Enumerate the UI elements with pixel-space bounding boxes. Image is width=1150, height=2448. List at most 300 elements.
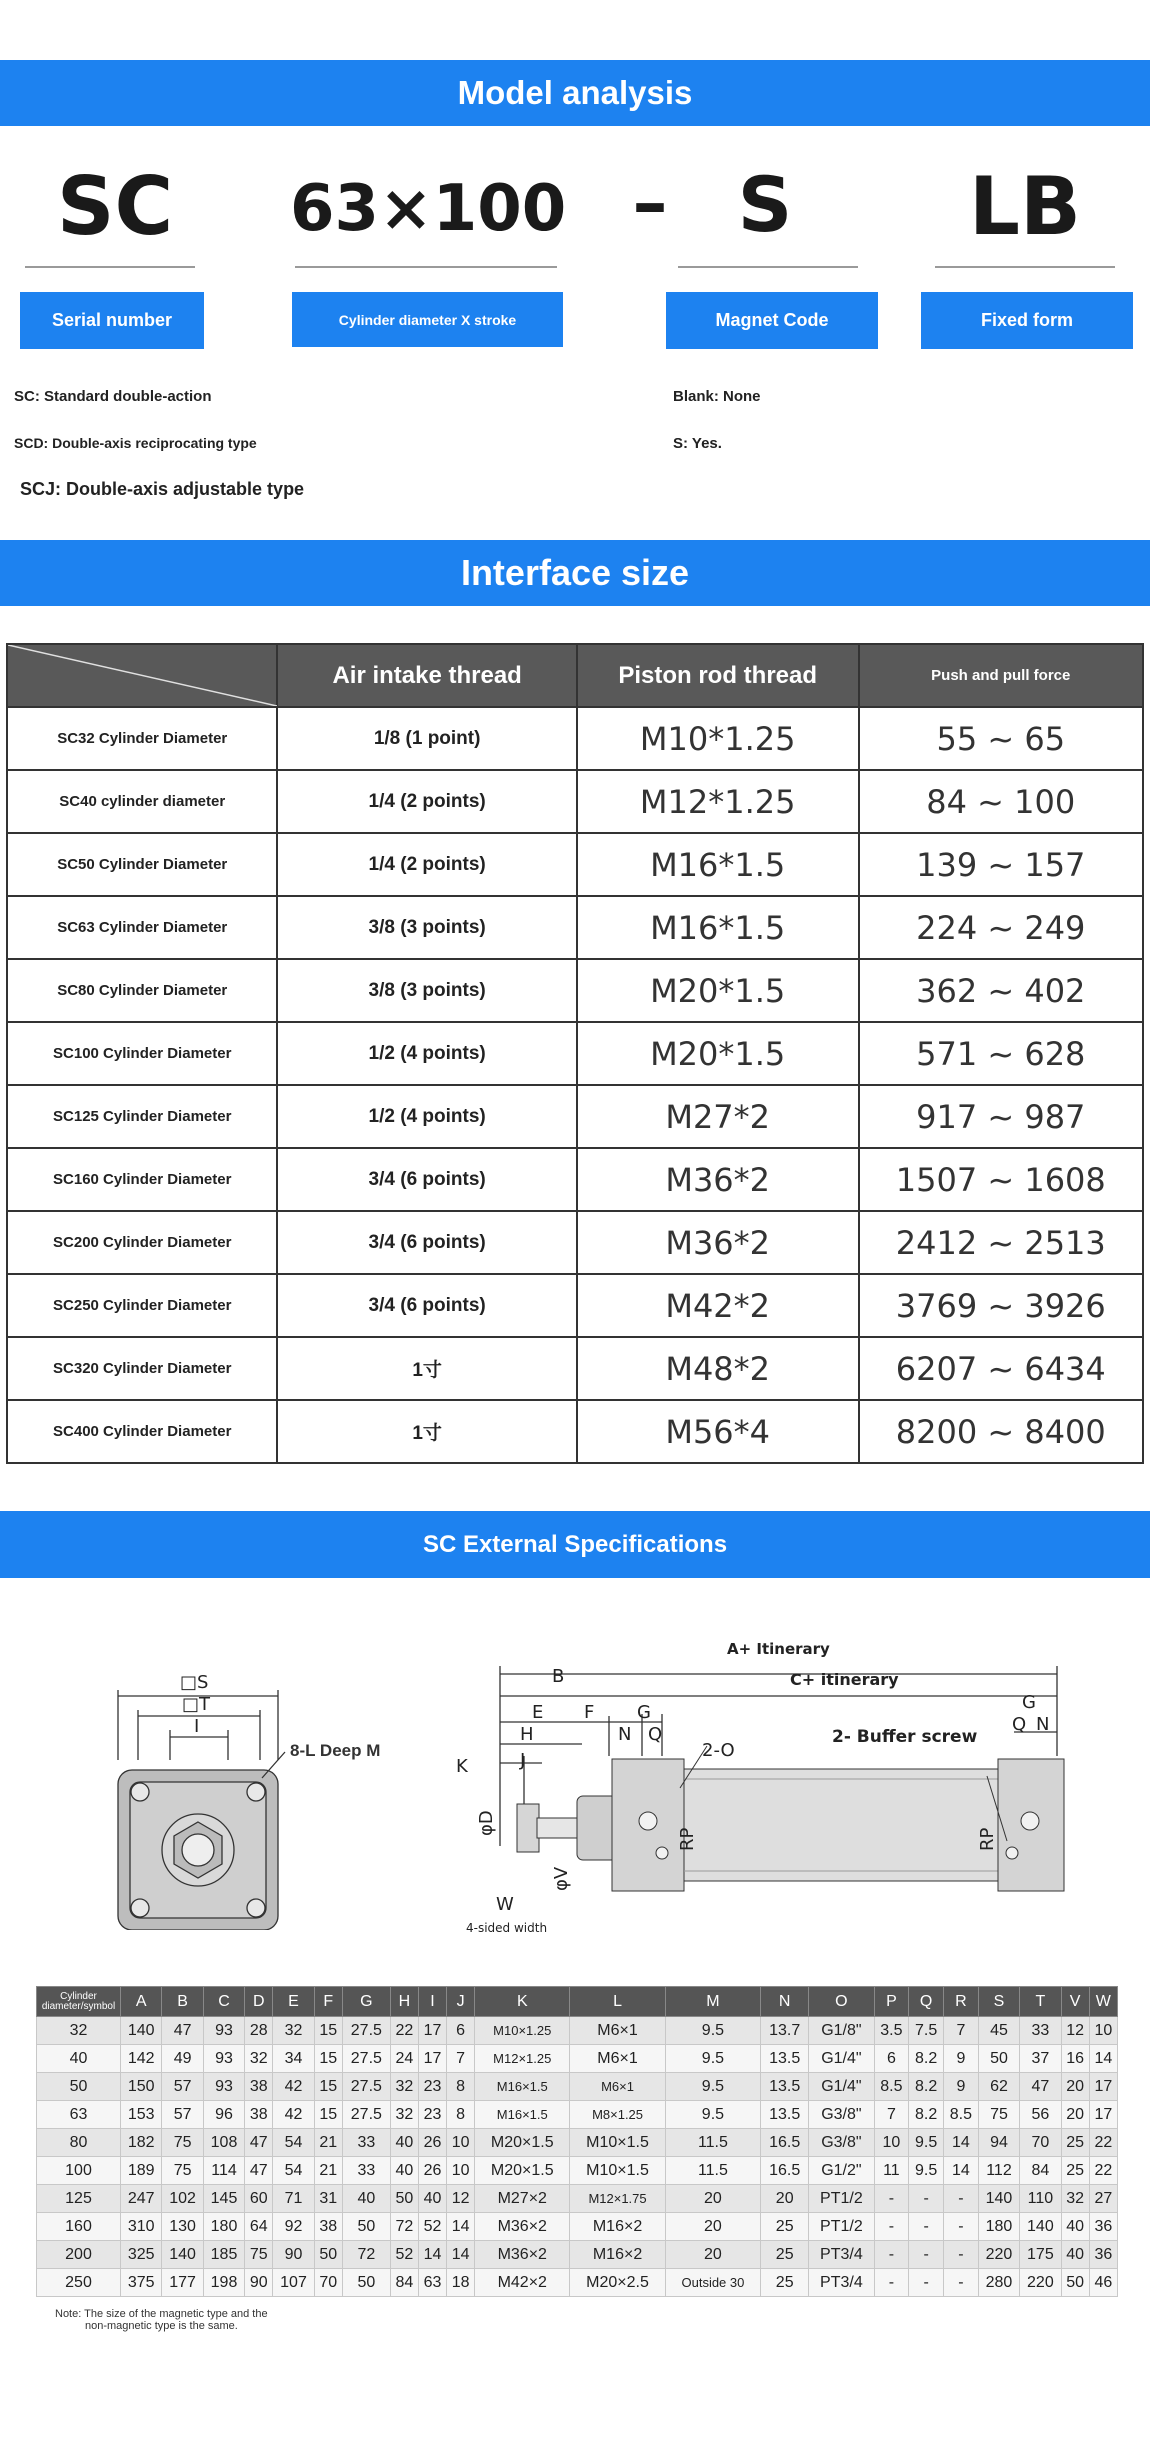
specs-cell: 15 bbox=[314, 2073, 342, 2101]
side-label-n2: N bbox=[1036, 1714, 1050, 1735]
specs-cell: 13.5 bbox=[761, 2101, 809, 2129]
cell-air-intake-thread: 1/8 (1 point) bbox=[277, 707, 576, 770]
cell-push-pull-force: 6207 ~ 6434 bbox=[859, 1337, 1144, 1400]
note-scd: SCD: Double-axis reciprocating type bbox=[14, 435, 257, 451]
cell-piston-rod-thread: M20*1.5 bbox=[577, 1022, 859, 1085]
specs-cell: 7 bbox=[447, 2045, 475, 2073]
specs-cell: 36 bbox=[1089, 2213, 1117, 2241]
specs-cell: M42×2 bbox=[475, 2269, 570, 2297]
specs-row bbox=[37, 2045, 1118, 2073]
specs-cell: 56 bbox=[1020, 2101, 1061, 2129]
specs-row bbox=[37, 2185, 1118, 2213]
specs-cell: 40 bbox=[418, 2185, 446, 2213]
side-label-g2: G bbox=[1022, 1692, 1036, 1713]
specs-cell: 25 bbox=[761, 2241, 809, 2269]
specs-cell: M20×1.5 bbox=[475, 2157, 570, 2185]
specs-cell: 20 bbox=[665, 2185, 761, 2213]
side-label-w: W bbox=[496, 1894, 514, 1915]
specs-cell: 6 bbox=[447, 2017, 475, 2045]
footnote-line-1: Note: The size of the magnetic type and the bbox=[55, 2308, 268, 2320]
specs-cell: PT3/4 bbox=[809, 2241, 874, 2269]
specs-cell: 52 bbox=[390, 2241, 418, 2269]
specs-cell: 13.7 bbox=[761, 2017, 809, 2045]
specs-cell: - bbox=[909, 2185, 944, 2213]
cell-piston-rod-thread: M27*2 bbox=[577, 1085, 859, 1148]
note-blank: Blank: None bbox=[673, 388, 761, 405]
specs-cell: 14 bbox=[1089, 2045, 1117, 2073]
code-magnet: S bbox=[737, 160, 793, 249]
specs-cell: 72 bbox=[390, 2213, 418, 2241]
underline-series bbox=[25, 266, 195, 268]
specs-cell: M10×1.5 bbox=[570, 2157, 665, 2185]
cell-cylinder-diameter: SC32 Cylinder Diameter bbox=[7, 707, 277, 770]
specs-cell: 20 bbox=[665, 2241, 761, 2269]
specs-cell: M16×2 bbox=[570, 2241, 665, 2269]
specs-cell: M16×2 bbox=[570, 2213, 665, 2241]
specs-cell: 32 bbox=[37, 2017, 121, 2045]
specs-cell: 47 bbox=[1020, 2073, 1061, 2101]
specs-cell: 160 bbox=[37, 2213, 121, 2241]
cell-push-pull-force: 139 ~ 157 bbox=[859, 833, 1144, 896]
cell-air-intake-thread: 3/4 (6 points) bbox=[277, 1274, 576, 1337]
specs-cell: - bbox=[909, 2213, 944, 2241]
specs-cell: 140 bbox=[1020, 2213, 1061, 2241]
specs-cell: 112 bbox=[978, 2157, 1019, 2185]
specs-cell: 8.5 bbox=[874, 2073, 909, 2101]
cell-piston-rod-thread: M10*1.25 bbox=[577, 707, 859, 770]
specs-cell: M12×1.75 bbox=[570, 2185, 665, 2213]
specs-cell: 32 bbox=[273, 2017, 314, 2045]
specs-cell: M20×1.5 bbox=[475, 2129, 570, 2157]
specs-cell: 63 bbox=[418, 2269, 446, 2297]
specs-cell: 75 bbox=[162, 2157, 203, 2185]
cell-cylinder-diameter: SC200 Cylinder Diameter bbox=[7, 1211, 277, 1274]
specs-cell: 185 bbox=[203, 2241, 244, 2269]
interface-size-table bbox=[6, 643, 1144, 1464]
front-label-s: □S bbox=[180, 1672, 209, 1693]
specs-cell: 7.5 bbox=[909, 2017, 944, 2045]
specs-cell: 125 bbox=[37, 2185, 121, 2213]
specs-header-c: C bbox=[203, 1987, 244, 2017]
tag-fixed-form-label: Fixed form bbox=[980, 310, 1073, 330]
interface-row bbox=[7, 1274, 1143, 1337]
section-banner-external bbox=[0, 1511, 1150, 1578]
front-view-drawing bbox=[100, 1660, 400, 1930]
specs-cell: M16×1.5 bbox=[475, 2073, 570, 2101]
side-label-k: K bbox=[456, 1756, 468, 1777]
specs-cell: M6×1 bbox=[570, 2045, 665, 2073]
cell-push-pull-force: 3769 ~ 3926 bbox=[859, 1274, 1144, 1337]
specs-cell: 20 bbox=[761, 2185, 809, 2213]
specs-cell: - bbox=[944, 2269, 979, 2297]
specs-cell: PT3/4 bbox=[809, 2269, 874, 2297]
cell-push-pull-force: 2412 ~ 2513 bbox=[859, 1211, 1144, 1274]
specs-cell: PT1/2 bbox=[809, 2213, 874, 2241]
specs-cell: - bbox=[874, 2269, 909, 2297]
specs-cell: 108 bbox=[203, 2129, 244, 2157]
specs-cell: 96 bbox=[203, 2101, 244, 2129]
specs-cell: 25 bbox=[1061, 2129, 1089, 2157]
specs-header-a: A bbox=[121, 1987, 162, 2017]
specs-cell: M6×1 bbox=[570, 2017, 665, 2045]
specs-cell: - bbox=[874, 2185, 909, 2213]
cell-push-pull-force: 571 ~ 628 bbox=[859, 1022, 1144, 1085]
specs-cell: 16.5 bbox=[761, 2157, 809, 2185]
note-sc: SC: Standard double-action bbox=[14, 388, 212, 405]
cell-push-pull-force: 84 ~ 100 bbox=[859, 770, 1144, 833]
specs-cell: 27 bbox=[1089, 2185, 1117, 2213]
specs-cell: 50 bbox=[1061, 2269, 1089, 2297]
specs-cell: 22 bbox=[1089, 2157, 1117, 2185]
specs-row bbox=[37, 2157, 1118, 2185]
specs-header-row bbox=[37, 1987, 1118, 2017]
specs-header-diameter: Cylinder diameter/symbol bbox=[37, 1987, 121, 2017]
specs-header-s: S bbox=[978, 1987, 1019, 2017]
specs-cell: 180 bbox=[978, 2213, 1019, 2241]
specs-cell: 11.5 bbox=[665, 2157, 761, 2185]
specs-cell: 20 bbox=[1061, 2101, 1089, 2129]
specs-cell: 40 bbox=[1061, 2241, 1089, 2269]
specs-cell: 21 bbox=[314, 2129, 342, 2157]
cell-piston-rod-thread: M12*1.25 bbox=[577, 770, 859, 833]
specs-cell: 27.5 bbox=[342, 2073, 390, 2101]
specs-cell: 45 bbox=[978, 2017, 1019, 2045]
side-label-j: J bbox=[520, 1750, 526, 1771]
specs-cell: 37 bbox=[1020, 2045, 1061, 2073]
side-label-c: C+ itinerary bbox=[790, 1670, 899, 1689]
specs-cell: 8 bbox=[447, 2073, 475, 2101]
specs-cell: 40 bbox=[37, 2045, 121, 2073]
specs-cell: 250 bbox=[37, 2269, 121, 2297]
specs-cell: M27×2 bbox=[475, 2185, 570, 2213]
specs-cell: 36 bbox=[1089, 2241, 1117, 2269]
cell-air-intake-thread: 1寸 bbox=[277, 1400, 576, 1463]
specs-cell: 32 bbox=[1061, 2185, 1089, 2213]
specs-row bbox=[37, 2241, 1118, 2269]
footnote-line-2: non-magnetic type is the same. bbox=[85, 2320, 238, 2332]
code-series: SC bbox=[56, 160, 174, 253]
cell-push-pull-force: 55 ~ 65 bbox=[859, 707, 1144, 770]
specs-cell: M36×2 bbox=[475, 2241, 570, 2269]
specs-cell: 17 bbox=[418, 2045, 446, 2073]
specs-cell: 177 bbox=[162, 2269, 203, 2297]
interface-row bbox=[7, 1022, 1143, 1085]
cell-air-intake-thread: 3/4 (6 points) bbox=[277, 1211, 576, 1274]
specs-cell: 57 bbox=[162, 2101, 203, 2129]
specs-cell: 10 bbox=[874, 2129, 909, 2157]
specs-cell: 75 bbox=[162, 2129, 203, 2157]
code-bore-stroke: 63×100 bbox=[290, 172, 567, 246]
specs-cell: 102 bbox=[162, 2185, 203, 2213]
specs-cell: 175 bbox=[1020, 2241, 1061, 2269]
code-dash: – bbox=[632, 162, 668, 244]
specs-header-n: N bbox=[761, 1987, 809, 2017]
cell-push-pull-force: 224 ~ 249 bbox=[859, 896, 1144, 959]
specs-row bbox=[37, 2213, 1118, 2241]
interface-header-row bbox=[7, 644, 1143, 707]
specs-cell: - bbox=[874, 2213, 909, 2241]
specs-cell: 9 bbox=[944, 2073, 979, 2101]
specs-header-k: K bbox=[475, 1987, 570, 2017]
specs-cell: 50 bbox=[342, 2269, 390, 2297]
specs-cell: 25 bbox=[1061, 2157, 1089, 2185]
cell-air-intake-thread: 1/4 (2 points) bbox=[277, 770, 576, 833]
specs-cell: 220 bbox=[1020, 2269, 1061, 2297]
interface-header-corner bbox=[7, 644, 277, 707]
cell-cylinder-diameter: SC320 Cylinder Diameter bbox=[7, 1337, 277, 1400]
specs-cell: 375 bbox=[121, 2269, 162, 2297]
cell-cylinder-diameter: SC63 Cylinder Diameter bbox=[7, 896, 277, 959]
front-label-i: I bbox=[194, 1716, 200, 1737]
specs-header-j: J bbox=[447, 1987, 475, 2017]
section-title-external: SC External Specifications bbox=[422, 1531, 728, 1558]
specs-cell: 42 bbox=[273, 2101, 314, 2129]
specs-cell: 50 bbox=[37, 2073, 121, 2101]
specs-header-d: D bbox=[245, 1987, 273, 2017]
interface-row bbox=[7, 770, 1143, 833]
specs-cell: 62 bbox=[978, 2073, 1019, 2101]
cell-piston-rod-thread: M20*1.5 bbox=[577, 959, 859, 1022]
footnote bbox=[55, 2308, 268, 2332]
interface-row bbox=[7, 1085, 1143, 1148]
specs-cell: 50 bbox=[342, 2213, 390, 2241]
side-label-h: H bbox=[520, 1724, 534, 1745]
cell-piston-rod-thread: M36*2 bbox=[577, 1148, 859, 1211]
specs-cell: PT1/2 bbox=[809, 2185, 874, 2213]
specs-cell: 50 bbox=[314, 2241, 342, 2269]
specs-cell: 8.2 bbox=[909, 2045, 944, 2073]
specs-cell: 200 bbox=[37, 2241, 121, 2269]
specs-cell: 110 bbox=[1020, 2185, 1061, 2213]
specs-cell: G3/8" bbox=[809, 2129, 874, 2157]
specs-row bbox=[37, 2101, 1118, 2129]
interface-row bbox=[7, 1148, 1143, 1211]
specs-cell: - bbox=[874, 2241, 909, 2269]
specs-cell: 7 bbox=[874, 2101, 909, 2129]
interface-header-air: Air intake thread bbox=[277, 644, 576, 707]
specs-cell: 23 bbox=[418, 2101, 446, 2129]
specs-cell: 46 bbox=[1089, 2269, 1117, 2297]
tag-serial-number-label: Serial number bbox=[51, 310, 173, 330]
specs-header-f: F bbox=[314, 1987, 342, 2017]
specs-header-p: P bbox=[874, 1987, 909, 2017]
specs-cell: 63 bbox=[37, 2101, 121, 2129]
specs-cell: 9.5 bbox=[665, 2073, 761, 2101]
specs-cell: 52 bbox=[418, 2213, 446, 2241]
front-label-t: □T bbox=[182, 1694, 211, 1715]
cell-piston-rod-thread: M42*2 bbox=[577, 1274, 859, 1337]
specs-cell: 50 bbox=[978, 2045, 1019, 2073]
specs-cell: 8.5 bbox=[944, 2101, 979, 2129]
specs-cell: 75 bbox=[978, 2101, 1019, 2129]
specs-cell: 16 bbox=[1061, 2045, 1089, 2073]
specs-header-t: T bbox=[1020, 1987, 1061, 2017]
interface-row bbox=[7, 1337, 1143, 1400]
specs-cell: M36×2 bbox=[475, 2213, 570, 2241]
specs-cell: 150 bbox=[121, 2073, 162, 2101]
specs-cell: 114 bbox=[203, 2157, 244, 2185]
tag-magnet-code bbox=[666, 292, 878, 349]
specs-cell: M20×2.5 bbox=[570, 2269, 665, 2297]
specs-cell: 310 bbox=[121, 2213, 162, 2241]
cell-piston-rod-thread: M36*2 bbox=[577, 1211, 859, 1274]
specs-header-q: Q bbox=[909, 1987, 944, 2017]
diagonal-divider bbox=[8, 645, 277, 706]
specs-cell: 10 bbox=[447, 2157, 475, 2185]
interface-row bbox=[7, 896, 1143, 959]
cell-push-pull-force: 8200 ~ 8400 bbox=[859, 1400, 1144, 1463]
tag-diameter-stroke bbox=[292, 292, 563, 347]
side-label-b: B bbox=[552, 1666, 565, 1687]
specs-cell: 140 bbox=[162, 2241, 203, 2269]
specs-cell: 70 bbox=[314, 2269, 342, 2297]
specs-cell: 14 bbox=[447, 2213, 475, 2241]
side-label-f: F bbox=[584, 1702, 595, 1723]
specs-cell: 20 bbox=[1061, 2073, 1089, 2101]
specs-cell: 20 bbox=[665, 2213, 761, 2241]
specs-cell: 6 bbox=[874, 2045, 909, 2073]
specs-cell: M10×1.5 bbox=[570, 2129, 665, 2157]
specs-cell: M8×1.25 bbox=[570, 2101, 665, 2129]
cell-air-intake-thread: 3/4 (6 points) bbox=[277, 1148, 576, 1211]
specs-cell: 15 bbox=[314, 2045, 342, 2073]
specs-header-l: L bbox=[570, 1987, 665, 2017]
specs-header-m: M bbox=[665, 1987, 761, 2017]
cell-piston-rod-thread: M56*4 bbox=[577, 1400, 859, 1463]
specs-cell: 12 bbox=[1061, 2017, 1089, 2045]
specs-cell: 93 bbox=[203, 2073, 244, 2101]
tag-fixed-form bbox=[921, 292, 1133, 349]
specs-cell: 84 bbox=[390, 2269, 418, 2297]
specs-cell: 54 bbox=[273, 2129, 314, 2157]
interface-row bbox=[7, 959, 1143, 1022]
specs-cell: 40 bbox=[390, 2157, 418, 2185]
specs-cell: 13.5 bbox=[761, 2045, 809, 2073]
specs-cell: 247 bbox=[121, 2185, 162, 2213]
specs-cell: 10 bbox=[447, 2129, 475, 2157]
specs-cell: 90 bbox=[273, 2241, 314, 2269]
underline-bore-stroke bbox=[295, 266, 557, 268]
specs-cell: 9.5 bbox=[909, 2129, 944, 2157]
specs-cell: G3/8" bbox=[809, 2101, 874, 2129]
specs-cell: 14 bbox=[418, 2241, 446, 2269]
specs-cell: 27.5 bbox=[342, 2101, 390, 2129]
specs-cell: 71 bbox=[273, 2185, 314, 2213]
section-banner-model bbox=[0, 60, 1150, 126]
side-label-v: φV bbox=[551, 1866, 572, 1891]
underline-mount bbox=[935, 266, 1115, 268]
side-label-buffer: 2- Buffer screw bbox=[832, 1727, 978, 1747]
specs-cell: 31 bbox=[314, 2185, 342, 2213]
specs-cell: 13.5 bbox=[761, 2073, 809, 2101]
specs-cell: 92 bbox=[273, 2213, 314, 2241]
interface-row bbox=[7, 833, 1143, 896]
specs-row bbox=[37, 2017, 1118, 2045]
specs-cell: 26 bbox=[418, 2129, 446, 2157]
specs-cell: 38 bbox=[245, 2101, 273, 2129]
specs-cell: 11.5 bbox=[665, 2129, 761, 2157]
cell-cylinder-diameter: SC160 Cylinder Diameter bbox=[7, 1148, 277, 1211]
specs-cell: 75 bbox=[245, 2241, 273, 2269]
specs-cell: 38 bbox=[245, 2073, 273, 2101]
specs-cell: 180 bbox=[203, 2213, 244, 2241]
specs-header-o: O bbox=[809, 1987, 874, 2017]
specs-cell: 280 bbox=[978, 2269, 1019, 2297]
specs-cell: 9 bbox=[944, 2045, 979, 2073]
specs-cell: 10 bbox=[1089, 2017, 1117, 2045]
specs-cell: 93 bbox=[203, 2017, 244, 2045]
specs-cell: 15 bbox=[314, 2101, 342, 2129]
specs-cell: 8.2 bbox=[909, 2101, 944, 2129]
side-label-width: 4-sided width bbox=[466, 1921, 548, 1935]
specs-cell: 198 bbox=[203, 2269, 244, 2297]
side-label-n: N bbox=[618, 1724, 632, 1745]
specs-header-v: V bbox=[1061, 1987, 1089, 2017]
specs-cell: 189 bbox=[121, 2157, 162, 2185]
specs-cell: 100 bbox=[37, 2157, 121, 2185]
specs-cell: 33 bbox=[342, 2157, 390, 2185]
side-view-drawing bbox=[452, 1636, 1132, 1956]
specs-cell: 220 bbox=[978, 2241, 1019, 2269]
cell-air-intake-thread: 1/4 (2 points) bbox=[277, 833, 576, 896]
specs-cell: - bbox=[944, 2241, 979, 2269]
specs-cell: 70 bbox=[1020, 2129, 1061, 2157]
cell-cylinder-diameter: SC125 Cylinder Diameter bbox=[7, 1085, 277, 1148]
specs-cell: 8.2 bbox=[909, 2073, 944, 2101]
cell-cylinder-diameter: SC50 Cylinder Diameter bbox=[7, 833, 277, 896]
side-label-a: A+ Itinerary bbox=[727, 1640, 830, 1658]
specs-cell: 17 bbox=[418, 2017, 446, 2045]
specs-header-i: I bbox=[418, 1987, 446, 2017]
specs-cell: 8 bbox=[447, 2101, 475, 2129]
specs-cell: 3.5 bbox=[874, 2017, 909, 2045]
specs-cell: 64 bbox=[245, 2213, 273, 2241]
front-label-deep: 8-L Deep M bbox=[290, 1741, 381, 1760]
interface-header-rod: Piston rod thread bbox=[577, 644, 859, 707]
specs-cell: 33 bbox=[1020, 2017, 1061, 2045]
specs-cell: 84 bbox=[1020, 2157, 1061, 2185]
specs-cell: 11 bbox=[874, 2157, 909, 2185]
specs-cell: 42 bbox=[273, 2073, 314, 2101]
specs-cell: 38 bbox=[314, 2213, 342, 2241]
specs-cell: 9.5 bbox=[665, 2045, 761, 2073]
specs-cell: - bbox=[944, 2185, 979, 2213]
specs-cell: 47 bbox=[245, 2129, 273, 2157]
specs-cell: - bbox=[909, 2241, 944, 2269]
specs-cell: 57 bbox=[162, 2073, 203, 2101]
specs-cell: 325 bbox=[121, 2241, 162, 2269]
interface-header-force: Push and pull force bbox=[859, 644, 1144, 707]
specs-cell: - bbox=[909, 2269, 944, 2297]
specs-cell: 28 bbox=[245, 2017, 273, 2045]
note-s: S: Yes. bbox=[673, 435, 722, 452]
section-title-model: Model analysis bbox=[457, 74, 693, 111]
specs-cell: 140 bbox=[121, 2017, 162, 2045]
cell-cylinder-diameter: SC80 Cylinder Diameter bbox=[7, 959, 277, 1022]
specs-cell: 23 bbox=[418, 2073, 446, 2101]
specs-cell: G1/8" bbox=[809, 2017, 874, 2045]
specs-cell: 49 bbox=[162, 2045, 203, 2073]
specs-cell: G1/2" bbox=[809, 2157, 874, 2185]
external-specs-table bbox=[36, 1986, 1118, 2297]
specs-header-h: H bbox=[390, 1987, 418, 2017]
specs-cell: Outside 30 bbox=[665, 2269, 761, 2297]
specs-cell: 93 bbox=[203, 2045, 244, 2073]
interface-row bbox=[7, 707, 1143, 770]
cell-piston-rod-thread: M16*1.5 bbox=[577, 896, 859, 959]
cell-cylinder-diameter: SC400 Cylinder Diameter bbox=[7, 1400, 277, 1463]
specs-cell: 17 bbox=[1089, 2073, 1117, 2101]
